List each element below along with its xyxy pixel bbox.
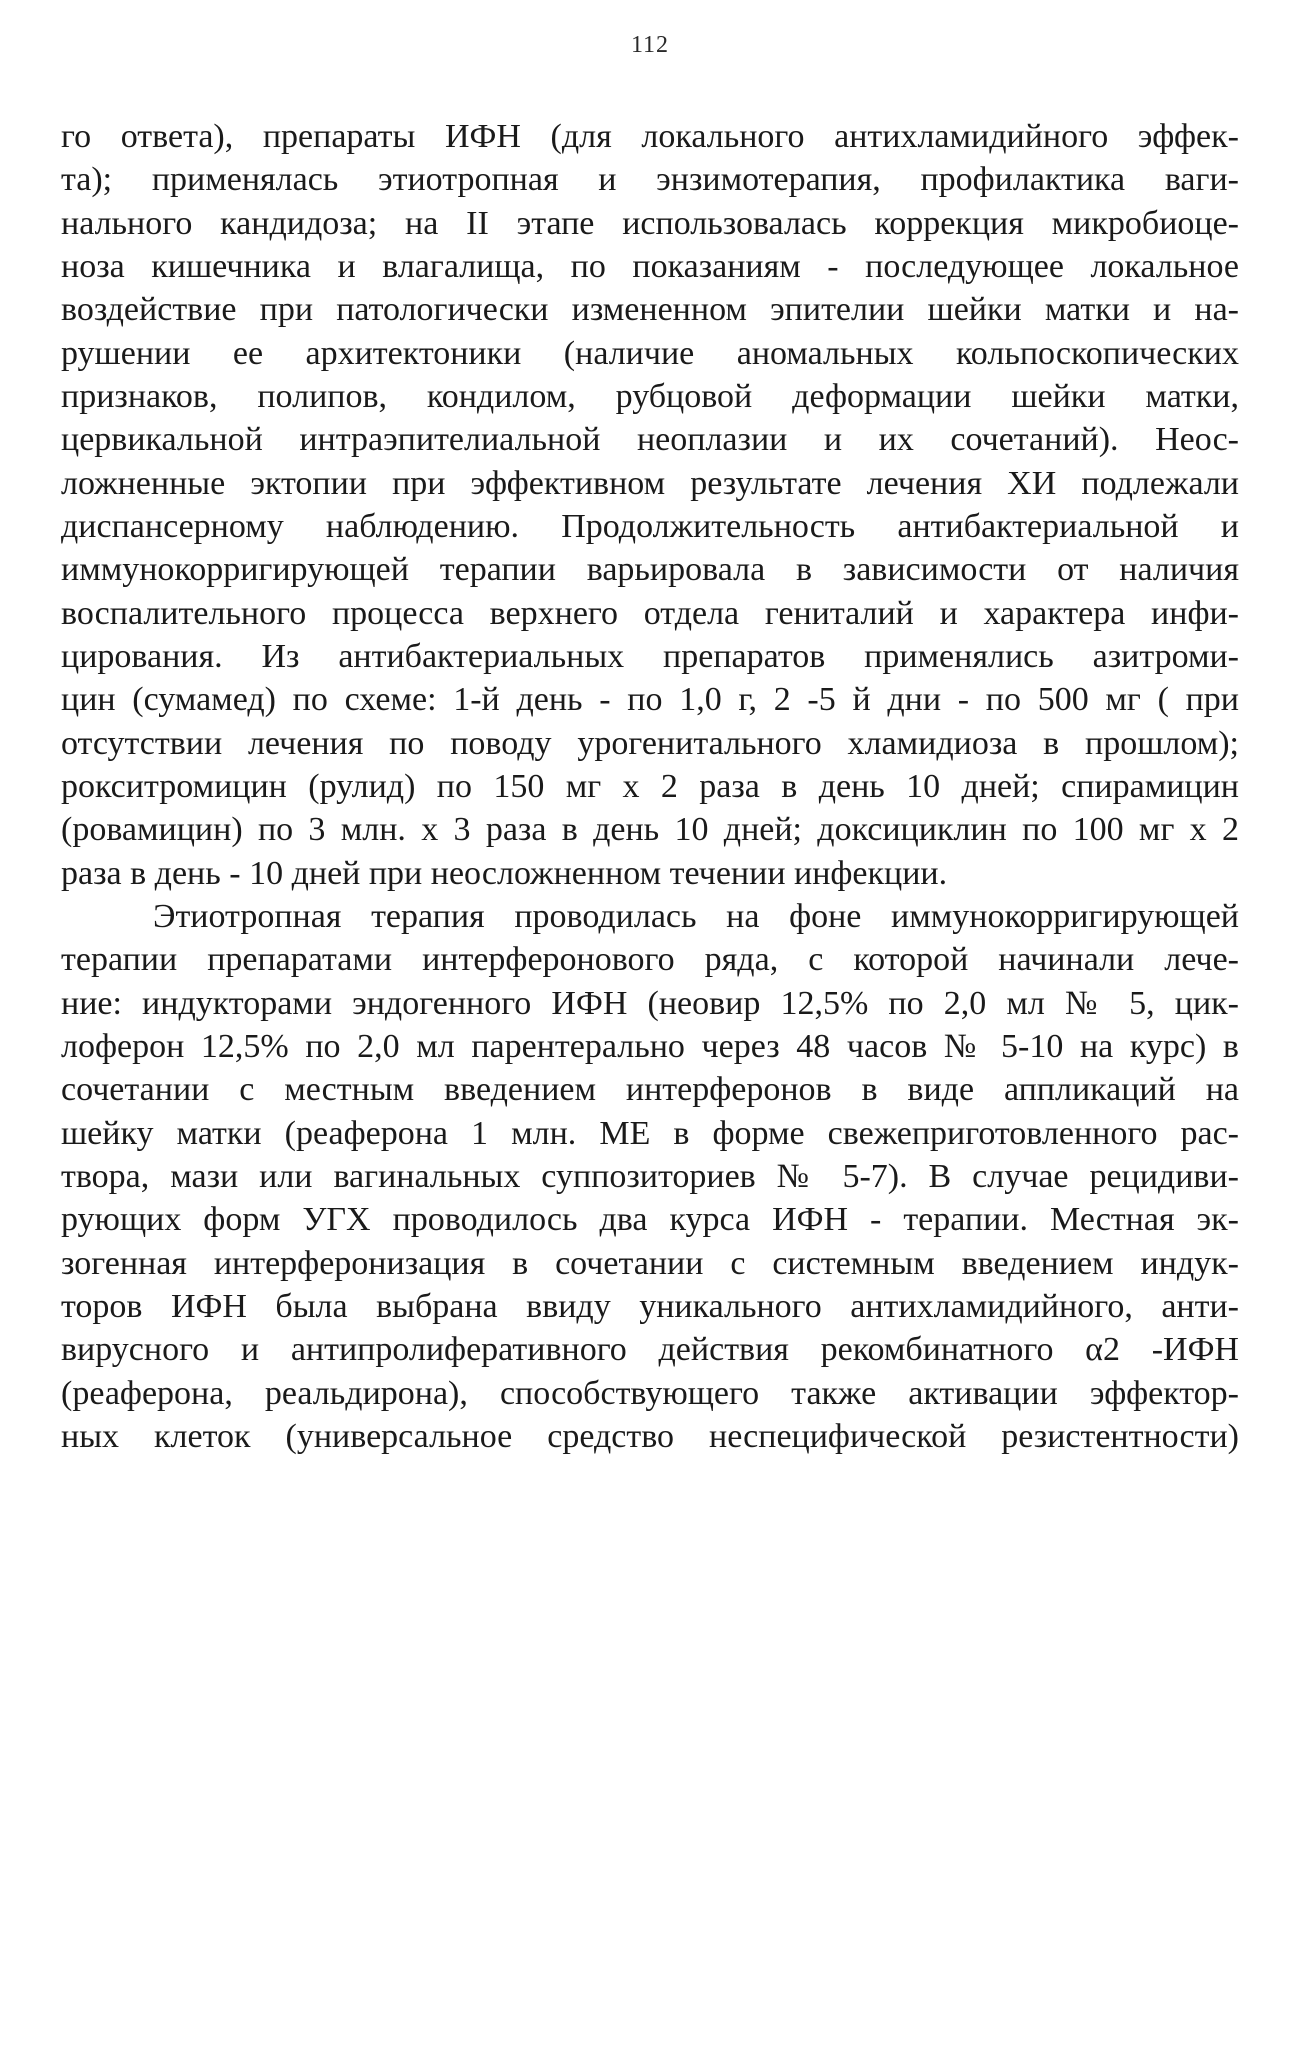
text-line: зогенная интерферонизация в сочетании с системным введением индук-: [61, 1245, 1239, 1282]
text-line: ных клеток (универсальное средство неспецифической резистентности): [61, 1418, 1239, 1455]
text-line: рокситромицин (рулид) по 150 мг х 2 раза в день 10 дней; спирамицин: [61, 768, 1239, 805]
text-line: (реаферона, реальдирона), способствующего также активации эффектор-: [61, 1375, 1239, 1412]
text-line: лоферон 12,5% по 2,0 мл парентерально через 48 часов № 5-10 на курс) в: [61, 1028, 1239, 1065]
text-line: та); применялась этиотропная и энзимотерапия, профилактика ваги-: [61, 161, 1239, 198]
text-line: сочетании с местным введением интерферонов в виде аппликаций на: [61, 1071, 1239, 1108]
text-line: терапии препаратами интерферонового ряда, с которой начинали лече-: [61, 941, 1239, 978]
text-line: отсутствии лечения по поводу урогенитального хламидиоза в прошлом);: [61, 725, 1239, 762]
text-line: цин (сумамед) по схеме: 1-й день - по 1,0 г, 2 -5 й дни - по 500 мг ( при: [61, 681, 1239, 718]
page-number: 112: [630, 32, 670, 58]
text-line: Этиотропная терапия проводилась на фоне иммунокорригирующей: [153, 898, 1239, 935]
text-line: рушении ее архитектоники (наличие аномальных кольпоскопических: [61, 335, 1239, 372]
text-line: цервикальной интраэпителиальной неоплазии и их сочетаний). Неос-: [61, 421, 1239, 458]
text-line: ложненные эктопии при эффективном результате лечения ХИ подлежали: [61, 465, 1239, 502]
text-line: (ровамицин) по 3 млн. х 3 раза в день 10 дней; доксициклин по 100 мг х 2: [61, 811, 1239, 848]
text-line: цирования. Из антибактериальных препаратов применялись азитроми-: [61, 638, 1239, 675]
text-line: рующих форм УГХ проводилось два курса ИФН - терапии. Местная эк-: [61, 1201, 1239, 1238]
text-line: торов ИФН была выбрана ввиду уникального антихламидийного, анти-: [61, 1288, 1239, 1325]
text-line: ние: индукторами эндогенного ИФН (неовир 12,5% по 2,0 мл № 5, цик-: [61, 985, 1239, 1022]
text-line: нального кандидоза; на II этапе использовалась коррекция микробиоце-: [61, 205, 1239, 242]
text-line: диспансерному наблюдению. Продолжительность антибактериальной и: [61, 508, 1239, 545]
text-line: твора, мази или вагинальных суппозиториев № 5-7). В случае рецидиви-: [61, 1158, 1239, 1195]
text-line: ноза кишечника и влагалища, по показаниям - последующее локальное: [61, 248, 1239, 285]
text-line: вирусного и антипролиферативного действия рекомбинатного α2 -ИФН: [61, 1331, 1239, 1368]
text-line: шейку матки (реаферона 1 млн. МЕ в форме свежеприготовленного рас-: [61, 1115, 1239, 1152]
text-line: воздействие при патологически измененном эпителии шейки матки и на-: [61, 291, 1239, 328]
text-line: иммунокорригирующей терапии варьировала в зависимости от наличия: [61, 551, 1239, 588]
text-line: признаков, полипов, кондилом, рубцовой деформации шейки матки,: [61, 378, 1239, 415]
text-line: го ответа), препараты ИФН (для локального антихламидийного эффек-: [61, 118, 1239, 155]
text-line: раза в день - 10 дней при неосложненном течении инфекции.: [61, 855, 948, 892]
text-line: воспалительного процесса верхнего отдела гениталий и характера инфи-: [61, 595, 1239, 632]
